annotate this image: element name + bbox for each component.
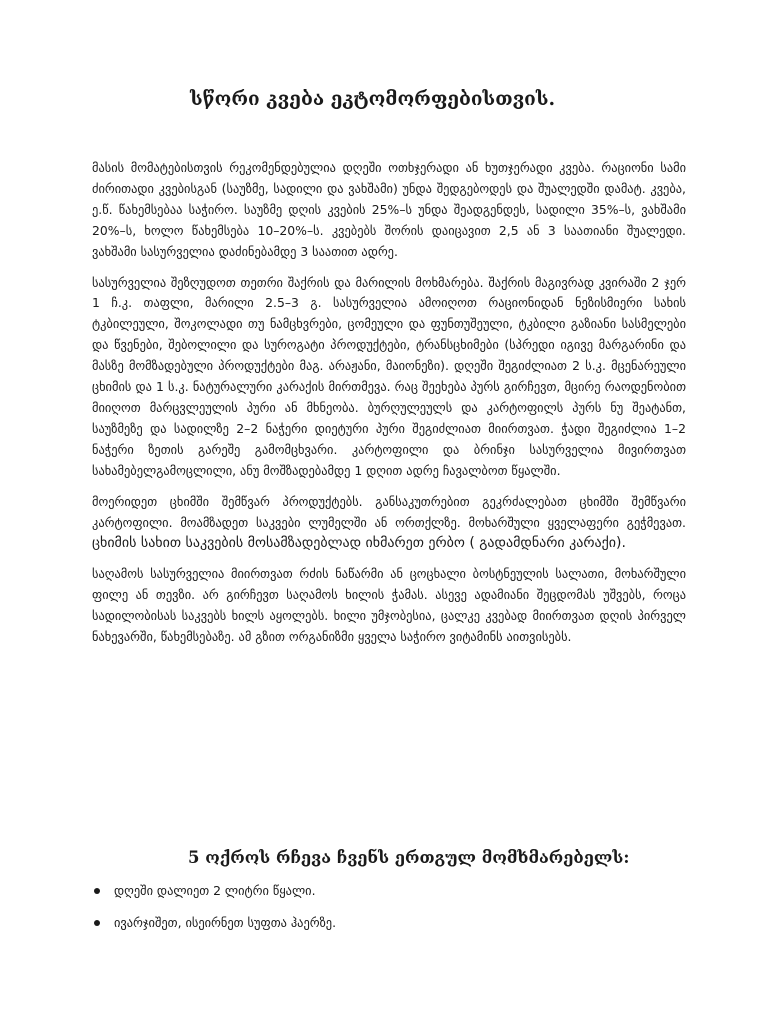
tip-text: დღეში დალიეთ 2 ლიტრი წყალი. bbox=[114, 883, 316, 898]
tip-item bbox=[92, 912, 686, 944]
document-body bbox=[92, 158, 686, 658]
paragraph-cooking bbox=[92, 492, 686, 555]
bullet-icon bbox=[94, 920, 100, 926]
tips-list bbox=[92, 880, 686, 944]
document-title: სწორი კვება ეკტომორფებისთვის. bbox=[190, 88, 556, 110]
paragraph-cooking-main: მოერიდეთ ცხიმში შემწვარ პროდუქტებს. განსაკუთრებით გეკრძალებათ ცხიმში შემწვარი კარტოფილი. მოამზადეთ საკვები ლუმელში ან ორთქლზე. მოხარშული ყველაფერი გეჭმევათ. bbox=[92, 493, 686, 530]
tip-text: ივარჯიშეთ, ისეირნეთ სუფთა ჰაერზე. bbox=[114, 915, 337, 930]
paragraph-meal-schedule: მასის მომატებისთვის რეკომენდებულია დღეში ოთხჯერადი ან ხუთჯერადი კვება. რაციონი სამი ძირითადი კვებისგან (საუზმე, სადილი და ვახშამი) უნდა შედგებოდეს და შუალედში დამატ. კვება, ე.წ. წახემსებაა საჭირო. საუზმე დღის კვების 25%–ს უნდა შეადგენდეს, სადილი 35%–ს, ვახშამი 20%–ს, ხოლო წახემსება 10–20%–ს. კვებებს შორის დაიცავით 2,5 ან 3 საათიანი შუალედი. ვახშამი სასურველია დაძინებამდე 3 საათით ადრე. bbox=[92, 160, 686, 259]
paragraph-evening: საღამოს სასურველია მიირთვათ რძის ნაწარმი ან ცოცხალი ბოსტნეულის სალათი, მოხარშული ფილე ან თევზი. არ გირჩევთ საღამოს ხილის ჭამას. ასევე ადამიანი შეცდომას უშვებს, როცა სადილობისას საკვებს ხილს აყოლებს. ხილი უმჯობესია, ცალკე კვებად მიირთვათ დღის პირველ ნახევარში, წახემსებაზე. ამ გზით ორგანიზმი ყველა საჭირო ვიტამინს აითვისებს. bbox=[92, 566, 686, 645]
tips-heading: 5 ოქროს რჩევა ჩვენს ერთგულ მომხმარებელს: bbox=[188, 848, 630, 867]
tip-item bbox=[92, 880, 686, 912]
paragraph-cooking-tail: ცხიმის სახით საკვების მოსამზადებლად იხმარეთ ერბო ( გადამდნარი კარაქი). bbox=[92, 535, 626, 552]
bullet-icon bbox=[94, 888, 100, 894]
paragraph-restrictions: სასურველია შეზღუდოთ თეთრი შაქრის და მარილის მოხმარება. შაქრის მაგივრად კვირაში 2 ჯერ 1 ჩ.კ. თაფლი, მარილი 2.5–3 გ. სასურველია ამოიღოთ რაციონიდან ნეზისმიერი სახის ტკბილეული, შოკოლადი თუ ნამცხვრები, ცომეული და ფუნთუშეული, ტკბილი გაზიანი სასმელები და წვენები, შებოლილი და სუროგატი პროდუქტები, ტრანსცხიმები (სპრედი იგივე მარგარინი და მასზე მომზადებული პროდუქტები მაგ. არაჟანი, მაიონეზი). დღეში შეგიძლიათ 2 ს.კ. მცენარეული ცხიმის და 1 ს.კ. ნატურალური კარაქის მირთმევა. რაც შეეხება პურს გირჩევთ, მცირე რაოდენობით მიიღოთ მარცვლეულის პური ან მხნეობა. ბურღულეულს და კარტოფილს პურს ნუ შეატანთ, საუზმეზე და სადილზე 2–2 ნაჭერი დიეტური პური შეგიძლიათ მიირთვათ. ჭადი შეგიძლია 1–2 ნაჭერი ზეთის გარეშე გამომცხვარი. კარტოფილი და ბრინჯი სასურველია მივირთვათ სახამებელგამოცლილი, ანუ მოშზადებამდე 1 დღით ადრე ჩავალბოთ წყალში. bbox=[92, 274, 686, 478]
